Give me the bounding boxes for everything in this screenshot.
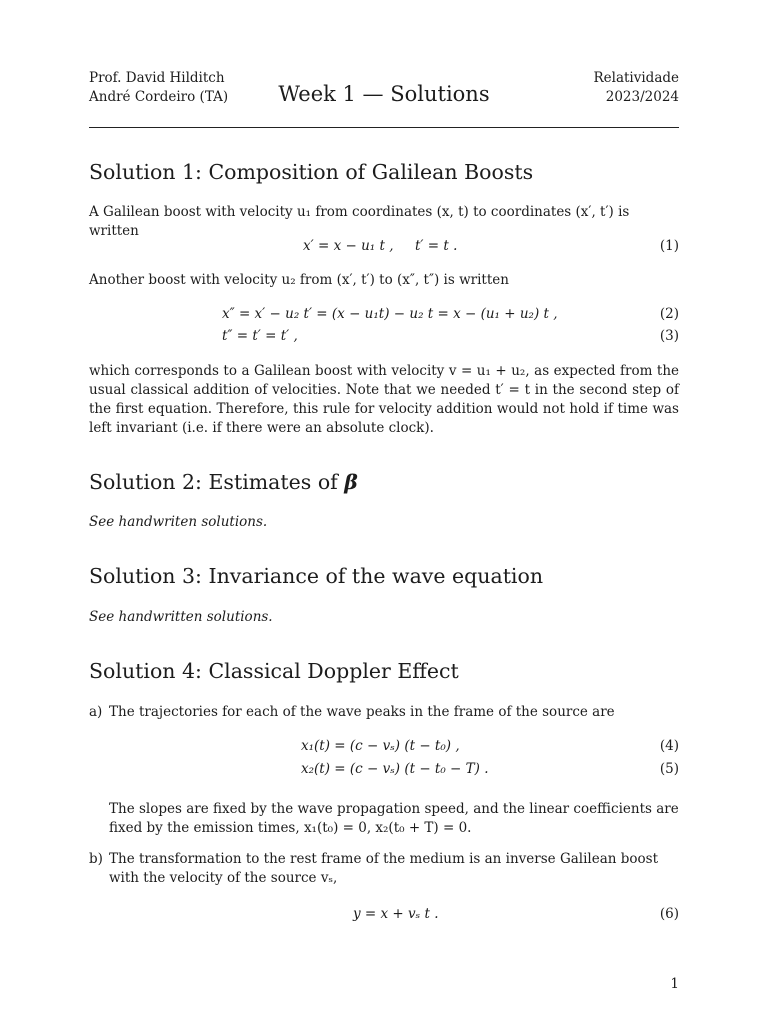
equation-3: t″ = t′ = t′ , — [222, 328, 298, 344]
equation-2-number: (2) — [659, 306, 679, 322]
part-b-label: b) — [89, 851, 103, 867]
beta-symbol: β — [344, 470, 358, 494]
part-b-text: The transformation to the rest frame of the medium is an inverse Galilean boost with the velocity of the source vₛ, — [109, 851, 658, 886]
solution-1-conclusion: which corresponds to a Galilean boost with velocity v = u₁ + u₂, as expected from the usual classical addition of velocities. Note that we needed t′ = t in the second step of the first equation. Therefore, this rule for velocity addition would not hold if time was left invariant (i.e. if there were an absolute clock). — [89, 363, 679, 436]
author-professor: Prof. David Hilditch — [89, 70, 225, 86]
equation-1-right: t′ = t . — [415, 238, 458, 254]
page-number: 1 — [670, 976, 679, 992]
equation-5: x₂(t) = (c − vₛ) (t − t₀ − T) . — [301, 761, 489, 777]
solution-1-heading: Solution 1: Composition of Galilean Boosts — [89, 160, 534, 184]
equation-5-number: (5) — [659, 761, 679, 777]
course-name: Relatividade — [593, 70, 679, 86]
solution-2-note: See handwriten solutions. — [89, 514, 268, 530]
solution-3-heading: Solution 3: Invariance of the wave equation — [89, 564, 544, 588]
header-course-info — [593, 69, 679, 107]
part-a-label: a) — [89, 704, 103, 720]
author-ta: André Cordeiro (TA) — [89, 89, 229, 105]
solution-4-heading: Solution 4: Classical Doppler Effect — [89, 659, 459, 683]
equation-3-number: (3) — [659, 328, 679, 344]
equation-6: y = x + vₛ t . — [353, 906, 439, 922]
equation-6-number: (6) — [659, 906, 679, 922]
header-rule — [89, 127, 679, 128]
solution-2-heading-text: Solution 2: Estimates of — [89, 470, 345, 494]
part-a-text: The trajectories for each of the wave peaks in the frame of the source are — [109, 704, 615, 720]
solution-2-heading — [89, 469, 358, 495]
equation-2: x″ = x′ − u₂ t′ = (x − u₁t) − u₂ t = x − (u₁ + u₂) t , — [222, 306, 558, 322]
equation-1-left: x′ = x − u₁ t , — [303, 238, 394, 254]
solution-1-intro: A Galilean boost with velocity u₁ from coordinates (x, t) to coordinates (x′, t′) is written — [89, 204, 630, 239]
part-a-followup: The slopes are fixed by the wave propagation speed, and the linear coefficients are fixed by the emission times, x₁(t₀) = 0, x₂(t₀ + T) = 0. — [109, 801, 679, 836]
equation-4: x₁(t) = (c − vₛ) (t − t₀) , — [301, 738, 460, 754]
academic-year: 2023/2024 — [605, 89, 679, 105]
equation-4-number: (4) — [659, 738, 679, 754]
solution-1-between: Another boost with velocity u₂ from (x′, t′) to (x″, t″) is written — [89, 272, 509, 288]
solution-3-note: See handwritten solutions. — [89, 609, 273, 625]
equation-1-number: (1) — [659, 238, 679, 254]
page-title: Week 1 — Solutions — [278, 82, 490, 106]
